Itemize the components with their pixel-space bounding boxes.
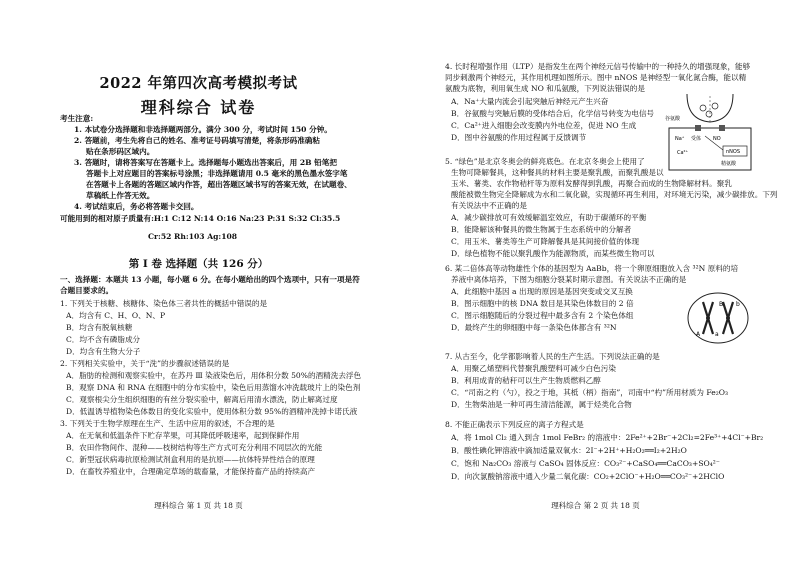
note-line: 1. 本试卷分选择题和非选择题两部分。满分 300 分，考试时间 150 分钟。 (74, 125, 332, 134)
question-option[interactable]: B．能降解该种餐具的微生物属于生态系统中的分解者 (451, 225, 632, 234)
question-option[interactable]: A．减少碳排放可有效缓解温室效应，有助于碳循环的平衡 (451, 213, 647, 222)
question-stem: 7. 从古至今，化学都影响着人民的生产生活。下列说法正确的是 (445, 352, 660, 361)
question-stem: 生物可降解餐具，这种餐具的材料主要是聚乳酸，而聚乳酸是以 (451, 168, 664, 177)
allele-label: b (736, 301, 740, 308)
question-stem: 玉米、薯类、农作物秸杆等为原料发酵得到乳酸，再聚合而成的生物降解材料。聚乳 (451, 179, 732, 188)
question-option[interactable]: A．Na⁺大量内流会引起突触后神经元产生兴奋 (451, 97, 609, 106)
vesicle (706, 111, 712, 117)
atomic-mass-line: 可能用到的相对原子质量有:H:1 C:12 N:14 O:16 Na:23 P:31 S:32 Cl:35.5 (60, 214, 341, 223)
question-stem: 6. 某二倍体高等动物雄性个体的基因型为 AaBb，将一个卵原细胞放入含 ³²N 原料的培 (445, 264, 739, 273)
question-stem: 养液中离体培养，下图为细胞分裂某时期示意图。有关说法不正确的是 (451, 275, 687, 284)
question-option[interactable]: D．均含有生物大分子 (66, 347, 141, 356)
question-option[interactable]: B．农田作物间作、混种——枝树结构等生产方式可充分利用不同层次的光能 (66, 443, 323, 452)
note-line: 3. 答题时，请将答案写在答题卡上。选择题每小题选出答案后，用 2B 铅笔把 (74, 158, 337, 167)
question-option[interactable]: D．向次氯酸钠溶液中通入少量二氧化碳：CO₂+2ClO⁻+H₂O══CO₃²⁻+2HClO (451, 472, 725, 481)
allele-label: A (696, 331, 701, 338)
question-stem: 8. 不能正确表示下列反应的离子方程式是 (445, 420, 584, 429)
question-option[interactable]: C．图示细胞随后的分裂过程中最多含有 2 个染色体组 (451, 311, 634, 320)
question-stem: 同步刺激两个神经元，其作用机理如图所示。图中 nNOS 是神经型一氧化氮合酶，能以精 (445, 73, 747, 82)
label-nnos: nNOS (726, 149, 741, 155)
exam-subtitle: 理科综合 试卷 (140, 98, 257, 117)
label-receptor: 受体 (691, 136, 702, 142)
vesicle (700, 105, 706, 111)
question-option[interactable]: B．图示细胞中的核 DNA 数目是其染色体数目的 2 倍 (451, 299, 634, 308)
notes-heading: 考生注意: (60, 114, 94, 123)
question-option[interactable]: B．利用成青的秸秆可以生产生物质燃料乙醇 (451, 376, 601, 385)
question-option[interactable]: C．观察根尖分生组织细胞的有丝分裂实验中，解离后用清水漂洗，防止解离过度 (66, 395, 338, 404)
question-stem: 2. 下列相关实验中，关于“洗”的步骤叙述错误的是 (60, 359, 230, 368)
page-2 (397, 0, 794, 561)
question-option[interactable]: B．观察 DNA 和 RNA 在细胞中的分布实验中，染色后用蒸馏水冲洗载玻片上的染色剂 (66, 383, 361, 392)
question-option[interactable]: A．此细胞中基因 a 出现的原因是基因突变或交叉互换 (451, 287, 633, 296)
question-stem: 3. 下列关于生物学原理在生产、生活中应用的叙述，不合理的是 (60, 419, 275, 428)
question-stem: 酸能被微生物完全降解成为水和二氧化碳，实现循环再生利用，对环境无污染，减少碳排放。下列 (451, 190, 778, 199)
label-sodium: Na⁺ (675, 136, 685, 142)
question-option[interactable]: D．生物柴油是一种可再生清洁能源，属于烃类化合物 (451, 400, 632, 409)
question-option[interactable]: C．“司南之杓（勺），投之于地，其柢（柄）指南”，司南中“杓”所用材质为 Fe₂O₃ (451, 388, 729, 397)
question-option[interactable]: D．绿色植物不能以聚乳酸作为能源物质，而某些微生物可以 (451, 249, 655, 258)
label-no: NO (713, 136, 721, 142)
question-option[interactable]: D．最终产生的卵细胞中每一条染色体都含有 ³²N (451, 323, 617, 332)
atomic-mass-line: Cr:52 Rh:103 Ag:108 (148, 232, 238, 241)
question-option[interactable]: B．酸性碘化钾溶液中滴加适量双氧水：2I⁻+2H⁺+H₂O₂══I₂+2H₂O (451, 446, 687, 455)
question-option[interactable]: A．将 1mol Cl₂ 通入到含 1mol FeBr₂ 的溶液中：2Fe²⁺+2Br⁻+2Cl₂=2Fe³⁺+4Cl⁻+Br₂ (451, 433, 764, 442)
note-line: 2. 答题前，考生先将自己的姓名、准考证号码填写清楚，将条形码准确粘 (74, 136, 320, 145)
receptor-mark (719, 125, 725, 131)
note-line: 答题卡上对应题目的答案标号涂黑；非选择题请用 0.5 毫米的黑色墨水签字笔 (86, 169, 348, 178)
label-calcium: Ca²⁺ (677, 150, 689, 156)
question-option[interactable]: D．在畜牧养殖业中，合理确定草场的载畜量，才能保持畜产品的持续高产 (66, 467, 316, 476)
note-line: 草稿纸上作答无效。 (86, 191, 155, 200)
page-footer: 理科综合 第 1 页 共 18 页 (154, 501, 243, 510)
synapse-diagram (665, 92, 755, 172)
allele-label: a (715, 331, 719, 338)
question-stem: 1. 下列关于核糖、核糖体、染色体三者共性的概括中错误的是 (60, 299, 268, 308)
section-title: 第 Ⅰ 卷 选择题（共 126 分） (128, 258, 269, 270)
label-arginine: 精氨酸 (721, 161, 737, 167)
question-option[interactable]: B．均含有脱氧核糖 (66, 323, 133, 332)
question-option[interactable]: C．用玉米、薯类等生产可降解餐具是其间接价值的体现 (451, 237, 640, 246)
question-option[interactable]: A．用聚乙烯塑料代替聚乳酸塑料可减少白色污染 (451, 364, 616, 373)
question-option[interactable]: C．新型冠状病毒抗原检测试剂盒利用的是抗原——抗体特异性结合的原理 (66, 455, 315, 464)
label-glutamate: 谷氨酸 (665, 116, 681, 122)
question-stem: 氨酸为底物，利用氧生成 NO 和瓜氨酸，下列说法错误的是 (445, 84, 645, 93)
question-option[interactable]: D．图中谷氨酸的作用过程属于反馈调节 (451, 133, 587, 142)
question-stem: 有关说法中不正确的是 (451, 201, 527, 210)
cell-division-diagram (685, 290, 751, 346)
section-intro: 一、选择题：本题共 13 小题，每小题 6 分。在每小题给出的四个选项中，只有一项是符 (60, 275, 360, 284)
allele-label: B (719, 301, 724, 308)
question-option[interactable]: B．谷氨酸与突触后膜的受体结合后，化学信号转变为电信号 (451, 109, 655, 118)
note-line: 在答题卡上各题的答题区域内作答，超出答题区域书写的答案无效，在试题卷、 (86, 180, 352, 189)
question-option[interactable]: A．在无氧和低温条件下贮存苹果，可其降低呼吸速率，起到保鲜作用 (66, 431, 300, 440)
question-stem: 4. 长时程增强作用（LTP）是指发生在两个神经元信号传输中的一种持久的增强现象，能够 (445, 62, 751, 71)
centromere (726, 316, 730, 320)
note-line: 贴在条形码区域内。 (86, 147, 155, 156)
question-stem: 5. “绿色”是北京冬奥会的鲜亮底色。在北京冬奥会上使用了 (445, 157, 645, 166)
question-option[interactable]: C．均不含有磷脂成分 (66, 335, 141, 344)
centromere (706, 316, 710, 320)
section-intro: 合题目要求的。 (60, 286, 114, 295)
exam-title: 2022 年第四次高考模拟考试 (99, 75, 298, 92)
question-option[interactable]: C．饱和 Na₂CO₃ 溶液与 CaSO₄ 固体反应：CO₃²⁻+CaSO₄══CaCO₃+SO₄²⁻ (451, 459, 720, 468)
question-option[interactable]: A．均含有 C、H、O、N、P (66, 311, 166, 320)
vesicle (712, 103, 718, 109)
note-line: 4. 考试结束后，务必将答题卡交回。 (74, 202, 199, 211)
page-footer: 理科综合 第 2 页 共 18 页 (551, 501, 640, 510)
question-option[interactable]: A．脂肪的检测和观察实验中，在苏丹 Ⅲ 染液染色后，用体积分数 50%的酒精洗去浮色 (66, 371, 362, 380)
receptor-mark (695, 125, 701, 131)
question-option[interactable]: D．低温诱导植物染色体数目的变化实验中，使用体积分数 95%的酒精冲洗掉卡诺氏液 (66, 407, 358, 416)
question-option[interactable]: C．Ca²⁺进入细胞会改变膜内外电位差，促进 NO 生成 (451, 121, 637, 130)
